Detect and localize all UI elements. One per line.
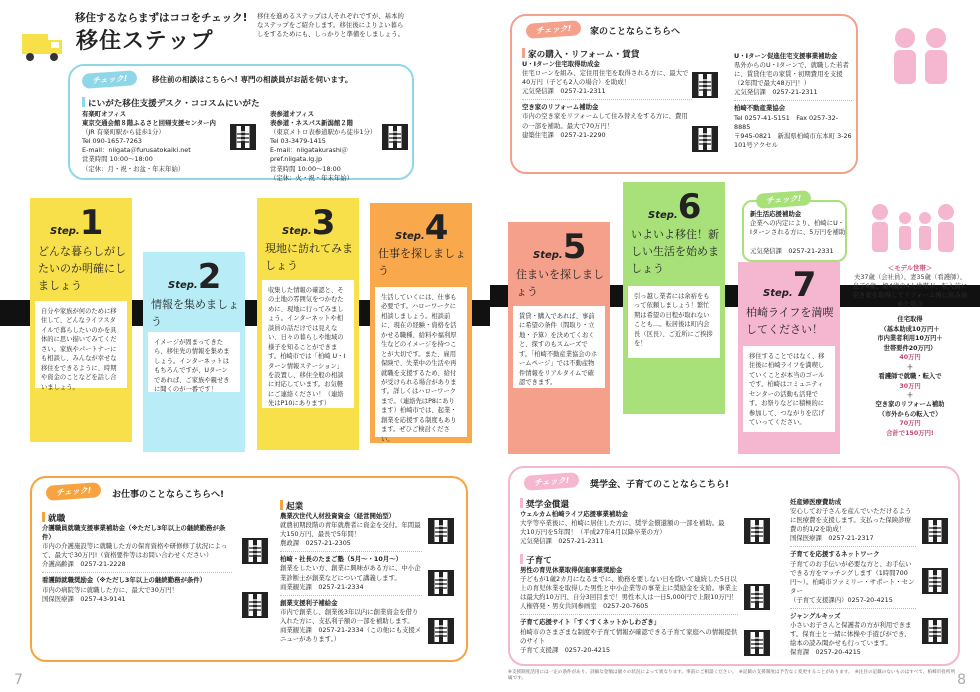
step-title: いよいよ移住！新しい生活を始めましょう bbox=[631, 228, 719, 276]
work-bubble: チェック! お仕事のことならこちらへ! 就職 介護職員就職支援事業補助金（※ただし3年以上の継続勤務が条件） 市内の介護施設等に就職した方の保育資格や研修修了状況によって、最大で30万円!（資格要件等はお問い合わせください） 介護高齢課 0257-21-2228 看護師就職奨励金（※ただし3年以上の継続勤務が条件） 市内の病院等に就職した方に、最大で30万円！ 国保医療課 0257-43-9141 起業 農業次世代人材投資資金（経営開始型） 就農初期段階の青年就農者に資金を交付。年間最大150万円、最長で5年間！ 農政課 0257-21-2305 柏崎・社長のたまご塾（5月～・10月～） 創業をしたい方、創業に興味がある方に、中小企業診断士が創業などについて講義します。 商業観光課 0257-21-2334 創業支援利子補給金 市内で創業し、創業後3年以内に創業資金を借り入れた方に、支払利子額の一部を補助します。 商業観光課 0257-21-2334（この他にも支援メニューがあります。） bbox=[30, 476, 468, 662]
consultation-org: にいがた移住支援デスク・ココスムにいがた bbox=[82, 97, 260, 109]
consultation-heading: 移住前の相談はこちらへ! 専門の相談員がお話を伺います。 bbox=[152, 75, 353, 84]
qr-code bbox=[242, 592, 268, 618]
family-illustration bbox=[860, 200, 960, 260]
qr-code bbox=[428, 518, 454, 544]
consultation-bubble bbox=[68, 64, 414, 180]
step-title: 情報を集めましょう bbox=[151, 298, 239, 329]
qr-code bbox=[744, 518, 770, 544]
couple-illustration bbox=[880, 20, 960, 90]
step-body: 賃貸・購入であれば、事前に希望の条件（間取り・立地・予算）を決めてくおくと、探すのもスムーズです。「柏崎不動産業協会のホームページ」では不動産物件情報をリアルタイムで確認できます。 bbox=[513, 306, 605, 388]
qr-code bbox=[744, 584, 770, 610]
step-body: 引っ越し業者には余裕をもって依頼しましょう！繁忙期は希望の日程が取れないことも…。転居後は町内会長（区長）、ご近所にご挨拶を！ bbox=[628, 286, 720, 358]
model-household: ＜モデル世帯＞ 夫37歳（会社員）、妻35歳（看護師）、息子6歳、娘4歳の4人世帯が、転入前に空き家を取得してリフォーム後に住み始めた場合 住宅取得 （基本助成10万円＋ 市内業者利用10万円＋ 世帯要件20万円） 40万円 ＋ 看護師で就職・転入で 30万円 ＋ 空き家のリフォーム補助 （市外からの転入で） 70万円 合計で150万円! bbox=[852, 264, 968, 437]
qr-code bbox=[692, 72, 718, 98]
footer-note: ※支援制度活用には一定の条件があり、詳細な金額は個々の状況によって異なります。事前にご相談ください。 ※記載の支援制度は予告なく変更することがあります。 ※注目の記載のないものはすべて、柏崎市役所所属です。 bbox=[508, 670, 956, 681]
step-title: 仕事を探しましょう bbox=[378, 247, 466, 278]
step-1-card: Step.1 どんな暮らしがしたいのか明確にしましょう 自分や家族が何のために移住して、どんなライフスタイルで暮らしたいのかを具体的に思い描いてみてください。家族やパートナーにも相談し、みんなが幸せな移住をできるように、時期や資金のことなどを話し合いましょう。 bbox=[30, 198, 132, 442]
house-bubble: チェック! 家のことならこちらへ 家の購入・リフォーム・賃貸 U・Iターン住宅取得助成金 住宅ローンを組み、定住用住宅を取得される方に、最大で40万円（子ども2人の場合）を助成！ 元気発信課 0257-21-2311 空き家のリフォーム補助金 市内の空き家をリフォームして住み替えをする方に、費用の一部を補助。最大で70万円！ 建築住宅課 0257-21-2290 U・Iターン促進住宅支援事業補助金 県外からのU・Iターンで、就職した若者に、賃貸住宅の家賃・初期費用を支援（2年間で最大48万円！） 元気発信課 0257-21-2311 柏崎不動産業協会 Tel 0257-41-5151 Fax 0257-32-8885 〒945-0821 新潟県柏崎市东本町 3-26 101号アクセル bbox=[510, 14, 858, 174]
page-number-right: 8 bbox=[957, 672, 966, 688]
truck-icon bbox=[22, 32, 66, 62]
step-6-card: Step.6 いよいよ移住！新しい生活を始めましょう 引っ越し業者には余裕をもって依頼しましょう！繁忙期は希望の日程が取れないことも…。転居後は町内会長（区長）、ご近所にご挨拶を！ bbox=[623, 182, 725, 414]
office-right: 表参道オフィス 表参道・ネスパス新潟館２階 （東京メトロ表参道駅から徒歩1分） Tel 03-3479-1415 E-mail：niigatakurashi＠pref.niigata.lg.jp 営業時間 10:00～18:00 （定休：火・祝・年末年始） bbox=[270, 110, 377, 182]
work-heading: お仕事のことならこちらへ! bbox=[112, 490, 225, 500]
kids-heading: 奨学金、子育てのことならこちら! bbox=[590, 480, 730, 490]
step-body: 収集した情報の確認と、その土地の雰囲気をつかむために、現地に行ってみましょう。インターネットや相談員の話だけでは見えない、日々の暮らしや地域の様子を知ることができます。柏崎市では「柏崎 U・Iターン情報ステーション」を設置し、移住全般の相談に対応しています。お気軽にご連絡ください！（連絡先はP10にあります） bbox=[262, 280, 354, 408]
qr-code bbox=[744, 630, 770, 656]
house-section: 家の購入・リフォーム・賃貸 bbox=[522, 48, 639, 60]
step-title: 住まいを探しましょう bbox=[516, 268, 604, 299]
step-body: イメージが固まってきたら、移住先の情報を集めましょう。インターネットはもちろんですが、Uターンであれば、ご家族や親せきに聞くのが一番です！ bbox=[148, 332, 240, 392]
step-5-card: Step.5 住まいを探しましょう 賃貸・購入であれば、事前に希望の条件（間取り・立地・予算）を決めてくおくと、探すのもスムーズです。「柏崎不動産業協会のホームページ」では不動産物件情報をリアルタイムで確認できます。 bbox=[508, 222, 610, 454]
header-description: 移住を進めるステップは人それぞれですが、基本的なステップをご紹介します。移住後によりよい暮らしをするためにも、しっかりと準備をしましょう。 bbox=[257, 12, 404, 39]
qr-code bbox=[922, 618, 948, 644]
qr-code bbox=[382, 124, 408, 150]
qr-code bbox=[230, 124, 256, 150]
step-title: 現地に訪れてみましょう bbox=[265, 242, 353, 273]
page-title: 移住ステップ bbox=[76, 29, 214, 54]
qr-code bbox=[428, 618, 454, 644]
step-2-card: Step.2 情報を集めましょう イメージが固まってきたら、移住先の情報を集めましょう。インターネットはもちろんですが、Uターンであれば、ご家族や親せきに聞くのが一番です！ bbox=[143, 252, 245, 452]
step6-check-bubble: チェック! 新生活応援補助金 企業への内定により、柏崎にU・Iターンされる方に、5万円を補助 元気発信課 0257-21-2331 bbox=[742, 200, 847, 262]
qr-code bbox=[428, 570, 454, 596]
step-title: 柏崎ライフを満喫してください！ bbox=[746, 306, 834, 337]
house-heading: 家のことならこちらへ bbox=[590, 27, 681, 37]
step-body: 移住することではなく、移住後に柏崎ライフを満喫していくことが本当のゴールです。柏崎はコミュニティセンターの活動も活発です。お祭りなどに積極的に参加して、つながりを広げていってください。 bbox=[743, 346, 835, 432]
step-body: 生活していくには、仕事も必要です。ハローワークに相談しましょう。相談前に、現在の経験・資格を活かせる職種、給料や福利厚生などのイメージを持つことが大切です。また、雇用保険で、失業中の生活や再就職を支援するため、給付が受けられる場合があります。詳しくはハローワークまで。（連絡先はP8にあります）柏崎市では、起業・創業を応援する制度もあります。ぜひご検討ください。 bbox=[375, 287, 467, 437]
qr-code bbox=[922, 568, 948, 594]
qr-code bbox=[922, 518, 948, 544]
header-subtitle: 移住するならまずはココをチェック! bbox=[75, 12, 248, 24]
office-left: 有楽町オフィス 東京交通会館８階ふるさと回帰支援センター内 （JR 有楽町駅から徒歩1分） Tel 090-1657-7263 E-mail：niigata＠furusatokaiki.net 営業時間 10:00～18:00 （定休：月・祝・お盆・年末年始） bbox=[82, 110, 216, 173]
step-7-card: Step.7 柏崎ライフを満喫してください！ 移住することではなく、移住後に柏崎ライフを満喫していくことが本当のゴールです。柏崎はコミュニティセンターの活動も活発です。お祭りなどに積極的に参加して、つながりを広げていってください。 bbox=[738, 262, 840, 454]
step-body: 自分や家族が何のために移住して、どんなライフスタイルで暮らしたいのかを具体的に思い描いてみてください。家族やパートナーにも相談し、みんなが幸せな移住をできるように、時期や資金のことなどを話し合いましょう。 bbox=[35, 301, 127, 388]
qr-code bbox=[692, 126, 718, 152]
qr-code bbox=[242, 538, 268, 564]
check-tag: チェック! bbox=[82, 70, 138, 89]
kids-bubble: チェック! 奨学金、子育てのことならこちら! 奨学金償還 ウェルカム柏崎ライフ応援事業補助金 大学等卒業後に、柏崎に居住した方に、奨学金償還額の一部を補助。最大10万円を5年間！（平成27年4月以降卒業の方） 元気発信課 0257-21-2311 子育て 男性の育児休業取得促進事業奨励金 子どもが1歳2カ月になるまでに、勤務を要しない日を除いて連続した5日以上の育児休業を取得した男性と中小企業等の事業主に奨励金を支給。事業主は最大約10万円、自分3回目まで！男性本人は一日5,000円で上限10万円！ 人権啓発・男女共同参画室 0257-20-7605 子育て応援サイト「すくすくネットかしわざき」 柏崎市のさまざまな制度や子育て情報が確認できる子育て家庭への情報提供のサイト 子育て支援課 0257-20-4215 妊産婦医療費助成 安心してお子さんを産んでいただけるように医療費を支援します。支払った保険診療費の約1/2を助成！ 国保医療課 0257-21-2317 子育てを応援するネットワーク 子育てのお手伝いが必要な方と、お手伝いできる方をマッチングします（1時間700円〜）。柏崎市ファミリー・サポート・センター （子育て支援課内）0257-20-4215 ジャングルキッズ 小さいお子さんと保護者の方が利用できます。保育士と一緒に体操や手遊びができ、絵本の読み聞かせも行っています。 保育課 0257-20-4215 bbox=[508, 466, 960, 666]
page-number-left: 7 bbox=[14, 672, 23, 688]
step-4-card: Step.4 仕事を探しましょう 生活していくには、仕事も必要です。ハローワークに相談しましょう。相談前に、現在の経験・資格を活かせる職種、給料や福利厚生などのイメージを持つことが大切です。また、雇用保険で、失業中の生活や再就職を支援するため、給付が受けられる場合があります。詳しくはハローワークまで。（連絡先はP8にあります）柏崎市では、起業・創業を応援する制度もあります。ぜひご検討ください。 bbox=[370, 203, 472, 443]
step-title: どんな暮らしがしたいのか明確にしましょう bbox=[38, 245, 126, 293]
step-3-card: Step.3 現地に訪れてみましょう 収集した情報の確認と、その土地の雰囲気をつかむために、現地に行ってみましょう。インターネットや相談員の話だけでは見えない、日々の暮らしや地域の様子を知ることができます。柏崎市では「柏崎 U・Iターン情報ステーション」を設置し、移住全般の相談に対応しています。お気軽にご連絡ください！（連絡先はP10にあります） bbox=[257, 198, 359, 450]
